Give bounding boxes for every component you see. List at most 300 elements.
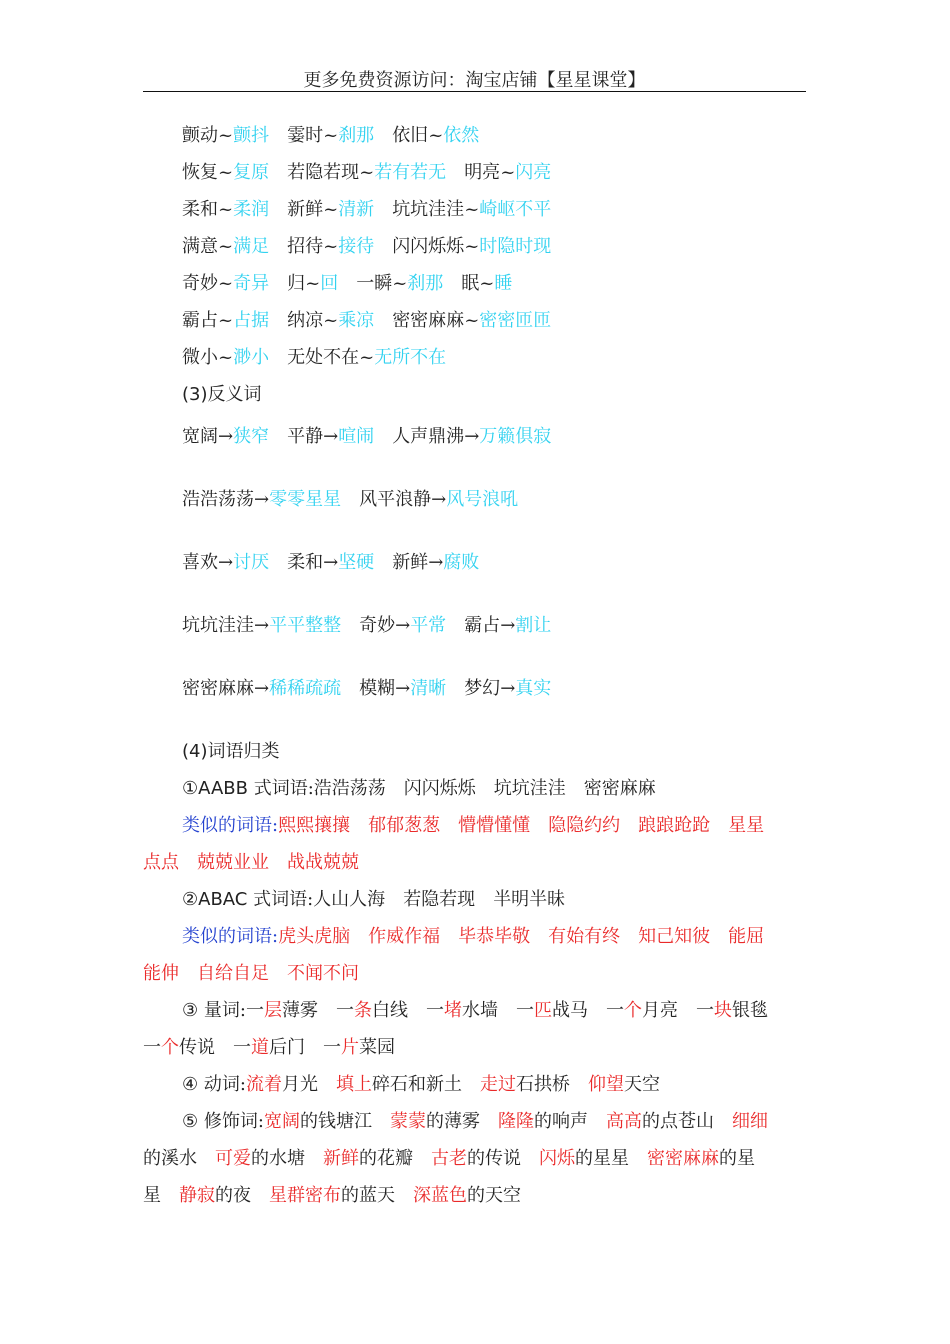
synonym-pair	[392, 191, 551, 228]
synonym-answer: 依然	[443, 125, 480, 146]
measure-post: 战马	[551, 1000, 588, 1021]
aabb-similar-word: 点点	[143, 852, 179, 873]
antonym-symbol: →	[254, 678, 270, 699]
modifier-phrase	[498, 1111, 588, 1132]
synonym-pair	[392, 302, 551, 339]
modifier-word: 可爱	[215, 1148, 251, 1169]
synonym-answer: 颤抖	[233, 125, 270, 146]
antonym-row	[143, 670, 806, 733]
synonym-row	[143, 191, 806, 228]
abac-similar-word: 知己知彼	[638, 926, 711, 947]
synonym-pair	[182, 154, 269, 191]
synonym-answer: 闪亮	[515, 162, 552, 183]
synonym-answer: 密密匝匝	[479, 310, 552, 331]
measure-phrase	[323, 1037, 395, 1058]
synonym-word: 归	[287, 273, 306, 294]
abac-word: 若隐若现	[403, 889, 476, 910]
measure-phrase	[246, 1000, 318, 1021]
modifier-phrase	[390, 1111, 480, 1132]
modifier-phrase	[143, 1148, 197, 1169]
synonym-answer: 柔润	[233, 199, 270, 220]
aabb-similar-word: 隐隐约约	[548, 815, 621, 836]
modifier-word: 蒙蒙	[389, 1111, 426, 1132]
modifier-noun: 的蓝天	[341, 1185, 395, 1206]
verbs-marker: ④	[182, 1074, 199, 1095]
antonym-word: 密密麻麻	[182, 678, 254, 699]
synonym-word: 若隐若现	[287, 162, 360, 183]
antonym-answer: 真实	[515, 678, 552, 699]
aabb-similar-word: 懵懵懂懂	[458, 815, 531, 836]
measure-phrase	[233, 1037, 305, 1058]
antonym-pair	[464, 607, 551, 644]
synonym-answer: 刹那	[407, 273, 444, 294]
synonym-answer: 崎岖不平	[479, 199, 552, 220]
aabb-similar-line	[143, 807, 806, 844]
antonym-answer: 割让	[515, 615, 552, 636]
synonym-answer: 无所不在	[374, 347, 447, 368]
modifier-phrase	[215, 1148, 305, 1169]
synonym-pair	[182, 265, 269, 302]
aabb-similar-word: 踉踉跄跄	[638, 815, 711, 836]
synonym-word: 霸占	[182, 310, 218, 331]
modifier-noun: 的钱塘江	[299, 1111, 372, 1132]
antonym-pair	[392, 544, 479, 581]
header-divider	[143, 91, 806, 92]
synonym-answer: 刹那	[338, 125, 375, 146]
measure-marker: ③	[182, 1000, 199, 1021]
antonym-symbol: →	[500, 615, 516, 636]
modifiers-marker: ⑤	[182, 1111, 199, 1132]
synonym-word: 一瞬	[356, 273, 393, 294]
synonym-row	[143, 228, 806, 265]
synonym-word: 恢复	[182, 162, 218, 183]
antonym-symbol: →	[254, 615, 270, 636]
modifier-phrase	[539, 1148, 629, 1169]
modifier-noun: 的水塘	[251, 1148, 305, 1169]
antonym-symbol: →	[395, 678, 411, 699]
verb-word: 走过	[479, 1074, 516, 1095]
verb-phrase	[588, 1074, 660, 1095]
synonym-word: 明亮	[464, 162, 501, 183]
antonym-symbol: →	[323, 426, 339, 447]
synonym-pair	[287, 228, 374, 265]
aabb-word: 坑坑洼洼	[493, 778, 566, 799]
verb-object: 月光	[281, 1074, 318, 1095]
measure-pre: 一	[605, 1000, 624, 1021]
measure-phrase	[696, 1000, 768, 1021]
abac-title-line	[143, 881, 806, 918]
measure-word: 条	[353, 1000, 372, 1021]
antonym-word: 梦幻	[464, 678, 501, 699]
antonym-symbol: →	[500, 678, 516, 699]
antonym-pair	[182, 544, 269, 581]
measure-pre: 一	[245, 1000, 264, 1021]
synonym-symbol: ~	[218, 162, 234, 183]
synonym-answer: 若有若无	[374, 162, 447, 183]
antonym-pair	[464, 670, 551, 707]
classify-heading-text: 词语归类	[207, 741, 280, 762]
antonym-row	[143, 418, 806, 481]
synonym-list	[143, 117, 806, 376]
measure-pre: 一	[335, 1000, 354, 1021]
antonym-answer: 坚硬	[338, 552, 375, 573]
synonym-pair	[461, 265, 512, 302]
measure-word: 道	[251, 1037, 269, 1058]
abac-similar-word: 能屈	[728, 926, 765, 947]
antonym-symbol: →	[428, 552, 444, 573]
modifier-phrase	[413, 1185, 521, 1206]
synonym-word: 颤动	[182, 125, 218, 146]
antonym-pair	[359, 481, 518, 518]
synonym-word: 微小	[182, 347, 218, 368]
page-header: 更多免费资源访问：淘宝店铺【星星课堂】	[303, 70, 646, 91]
antonym-pair	[287, 418, 374, 455]
synonym-pair	[182, 339, 269, 376]
synonym-symbol: ~	[218, 125, 234, 146]
antonym-word: 风平浪静	[359, 489, 432, 510]
aabb-code: AABB	[198, 778, 248, 799]
synonym-word: 闪闪烁烁	[392, 236, 465, 257]
antonym-answer: 讨厌	[233, 552, 270, 573]
antonym-word: 浩浩荡荡	[182, 489, 254, 510]
aabb-word: 浩浩荡荡	[313, 778, 386, 799]
synonym-answer: 渺小	[233, 347, 270, 368]
synonym-row	[143, 265, 806, 302]
antonym-heading-number: (3)	[182, 384, 208, 405]
verb-object: 石拱桥	[515, 1074, 570, 1095]
antonym-word: 坑坑洼洼	[182, 615, 254, 636]
modifiers-label: 修饰词:	[203, 1111, 264, 1132]
abac-similar-label: 类似的词语:	[182, 926, 279, 947]
verb-phrase	[336, 1074, 462, 1095]
antonym-answer: 喧闹	[338, 426, 375, 447]
antonym-pair	[182, 607, 341, 644]
synonym-row	[143, 117, 806, 154]
synonym-symbol: ~	[218, 199, 234, 220]
synonym-row	[143, 154, 806, 191]
antonym-word: 霸占	[464, 615, 501, 636]
abac-similar-word: 毕恭毕敬	[458, 926, 531, 947]
antonym-row	[143, 544, 806, 607]
measure-word: 层	[263, 1000, 282, 1021]
modifier-phrase	[264, 1111, 372, 1132]
modifier-phrase	[143, 1185, 161, 1206]
abac-marker: ②	[182, 889, 199, 910]
synonym-pair	[392, 117, 479, 154]
abac-similar-line-2	[143, 955, 806, 992]
synonym-pair	[287, 265, 338, 302]
antonym-answer: 零零星星	[269, 489, 342, 510]
aabb-similar-label: 类似的词语:	[182, 815, 279, 836]
synonym-pair	[287, 154, 446, 191]
antonym-pair	[182, 481, 341, 518]
synonym-answer: 清新	[338, 199, 375, 220]
synonym-symbol: ~	[323, 310, 339, 331]
aabb-word: 密密麻麻	[583, 778, 656, 799]
abac-similar-line	[143, 918, 806, 955]
modifier-noun: 的星星	[575, 1148, 629, 1169]
modifier-word: 细细	[731, 1111, 768, 1132]
antonym-word: 模糊	[359, 678, 396, 699]
synonym-symbol: ~	[464, 310, 480, 331]
antonym-list	[143, 418, 806, 733]
synonym-pair	[287, 117, 374, 154]
modifier-word: 深蓝色	[413, 1185, 467, 1206]
aabb-similar-word: 郁郁葱葱	[368, 815, 441, 836]
synonym-word: 无处不在	[287, 347, 360, 368]
measure-word: 片	[341, 1037, 359, 1058]
synonym-pair	[182, 117, 269, 154]
measure-post: 后门	[269, 1037, 305, 1058]
synonym-pair	[287, 302, 374, 339]
synonym-symbol: ~	[464, 236, 480, 257]
modifier-word: 密密麻麻	[647, 1148, 719, 1169]
antonym-answer: 腐败	[443, 552, 480, 573]
modifier-word: 隆隆	[497, 1111, 534, 1132]
antonym-heading	[143, 376, 806, 413]
abac-similar-word: 能伸	[143, 963, 179, 984]
measure-label: 量词:	[203, 1000, 246, 1021]
measure-post: 薄雾	[281, 1000, 318, 1021]
abac-word: 人山人海	[313, 889, 386, 910]
modifier-word: 宽阔	[263, 1111, 300, 1132]
aabb-similar-word: 兢兢业业	[197, 852, 269, 873]
synonym-symbol: ~	[479, 273, 495, 294]
measure-pre: 一	[425, 1000, 444, 1021]
measure-line	[143, 992, 806, 1029]
synonym-word: 眠	[461, 273, 480, 294]
verb-object: 天空	[623, 1074, 660, 1095]
abac-label: 式词语:	[253, 889, 314, 910]
aabb-label: 式词语:	[253, 778, 314, 799]
antonym-symbol: →	[431, 489, 447, 510]
measure-pre: 一	[233, 1037, 251, 1058]
modifier-word: 静寂	[179, 1185, 215, 1206]
measure-post: 白线	[371, 1000, 408, 1021]
antonym-symbol: →	[323, 552, 339, 573]
abac-similar-word: 作威作福	[368, 926, 441, 947]
synonym-symbol: ~	[392, 273, 408, 294]
modifier-phrase	[269, 1185, 395, 1206]
modifier-noun: 的花瓣	[359, 1148, 413, 1169]
classify-section	[143, 770, 806, 1214]
modifier-word: 闪烁	[539, 1148, 575, 1169]
modifiers-line2	[143, 1140, 806, 1177]
measure-pre: 一	[143, 1037, 161, 1058]
abac-code: ABAC	[198, 889, 248, 910]
antonym-answer: 万籁俱寂	[479, 426, 552, 447]
synonym-answer: 睡	[494, 273, 513, 294]
synonym-row	[143, 302, 806, 339]
verb-object: 碎石和新土	[371, 1074, 462, 1095]
modifier-phrase	[606, 1111, 714, 1132]
synonym-answer: 乘凉	[338, 310, 375, 331]
modifiers-line1	[143, 1103, 806, 1140]
aabb-similar-line-2	[143, 844, 806, 881]
measure-phrase	[336, 1000, 408, 1021]
synonym-answer: 时隐时现	[479, 236, 552, 257]
aabb-title-line	[143, 770, 806, 807]
synonym-pair	[182, 228, 269, 265]
antonym-pair	[359, 670, 446, 707]
aabb-similar-word: 星星	[728, 815, 765, 836]
synonym-pair	[182, 302, 269, 339]
antonym-answer: 清晰	[410, 678, 447, 699]
synonym-symbol: ~	[323, 125, 339, 146]
synonym-symbol: ~	[323, 236, 339, 257]
synonym-symbol: ~	[218, 347, 234, 368]
antonym-word: 人声鼎沸	[392, 426, 465, 447]
synonym-symbol: ~	[428, 125, 444, 146]
synonym-row	[143, 339, 806, 376]
measure-post: 菜园	[359, 1037, 395, 1058]
antonym-answer: 稀稀疏疏	[269, 678, 342, 699]
antonym-heading-text: 反义词	[207, 384, 262, 405]
verb-word: 填上	[335, 1074, 372, 1095]
synonym-symbol: ~	[218, 310, 234, 331]
synonym-word: 坑坑洼洼	[392, 199, 465, 220]
antonym-word: 喜欢	[182, 552, 218, 573]
antonym-symbol: →	[254, 489, 270, 510]
verb-phrase	[480, 1074, 570, 1095]
abac-similar-word: 不闻不问	[287, 963, 359, 984]
measure-word: 个	[161, 1037, 179, 1058]
antonym-word: 新鲜	[392, 552, 429, 573]
synonym-word: 满意	[182, 236, 218, 257]
modifier-word: 星群密布	[269, 1185, 341, 1206]
antonym-word: 柔和	[287, 552, 324, 573]
modifiers-line3	[143, 1177, 806, 1214]
synonym-pair	[182, 191, 269, 228]
abac-word: 半明半昧	[493, 889, 566, 910]
synonym-answer: 满足	[233, 236, 270, 257]
measure-phrase	[143, 1037, 215, 1058]
modifier-noun: 的夜	[215, 1185, 251, 1206]
measure-word: 堵	[443, 1000, 462, 1021]
antonym-word: 宽阔	[182, 426, 218, 447]
synonym-answer: 占据	[233, 310, 270, 331]
antonym-row	[143, 607, 806, 670]
antonym-symbol: →	[218, 426, 234, 447]
synonym-answer: 接待	[338, 236, 375, 257]
verbs-label: 动词:	[203, 1074, 246, 1095]
modifier-noun: 的响声	[533, 1111, 588, 1132]
synonym-pair	[356, 265, 443, 302]
synonym-pair	[287, 191, 374, 228]
synonym-answer: 回	[320, 273, 339, 294]
antonym-word: 奇妙	[359, 615, 396, 636]
abac-similar-word: 有始有终	[548, 926, 621, 947]
measure-word: 匹	[533, 1000, 552, 1021]
modifier-phrase	[431, 1148, 521, 1169]
synonym-pair	[392, 228, 551, 265]
measure-post: 月亮	[641, 1000, 678, 1021]
aabb-similar-word: 战战兢兢	[287, 852, 359, 873]
measure-pre: 一	[695, 1000, 714, 1021]
synonym-answer: 奇异	[233, 273, 270, 294]
antonym-answer: 狭窄	[233, 426, 270, 447]
modifier-noun: 的天空	[467, 1185, 521, 1206]
synonym-word: 密密麻麻	[392, 310, 465, 331]
verbs-line	[143, 1066, 806, 1103]
synonym-symbol: ~	[305, 273, 321, 294]
modifier-word: 古老	[431, 1148, 467, 1169]
synonym-word: 柔和	[182, 199, 218, 220]
synonym-word: 新鲜	[287, 199, 324, 220]
modifier-word: 新鲜	[323, 1148, 359, 1169]
synonym-word: 招待	[287, 236, 324, 257]
modifier-noun: 的溪水	[143, 1148, 197, 1169]
modifier-noun: 星	[143, 1185, 161, 1206]
classify-heading	[143, 733, 806, 770]
verb-phrase	[246, 1074, 318, 1095]
verb-word: 仰望	[587, 1074, 624, 1095]
measure-post: 水墙	[461, 1000, 498, 1021]
antonym-pair	[359, 607, 446, 644]
modifier-word: 高高	[605, 1111, 642, 1132]
antonym-pair	[287, 544, 374, 581]
aabb-marker: ①	[182, 778, 199, 799]
synonym-symbol: ~	[464, 199, 480, 220]
synonym-word: 依旧	[392, 125, 429, 146]
synonym-symbol: ~	[218, 273, 234, 294]
measure-phrase	[606, 1000, 678, 1021]
antonym-row	[143, 481, 806, 544]
modifier-noun: 的星	[719, 1148, 755, 1169]
measure-word: 个	[623, 1000, 642, 1021]
measure-post: 银毯	[731, 1000, 768, 1021]
synonym-symbol: ~	[359, 162, 375, 183]
modifier-phrase	[179, 1185, 251, 1206]
verb-word: 流着	[245, 1074, 282, 1095]
measure-phrase	[516, 1000, 588, 1021]
antonym-symbol: →	[464, 426, 480, 447]
modifier-phrase	[647, 1148, 755, 1169]
measure-post: 传说	[179, 1037, 215, 1058]
synonym-pair	[287, 339, 446, 376]
modifier-phrase	[732, 1111, 768, 1132]
measure-pre: 一	[323, 1037, 341, 1058]
antonym-answer: 平常	[410, 615, 447, 636]
aabb-word: 闪闪烁烁	[403, 778, 476, 799]
document-body	[143, 117, 806, 1214]
measure-pre: 一	[515, 1000, 534, 1021]
synonym-symbol: ~	[359, 347, 375, 368]
measure-phrase	[426, 1000, 498, 1021]
abac-similar-word: 虎头虎脑	[278, 926, 351, 947]
modifier-phrase	[323, 1148, 413, 1169]
aabb-similar-word: 熙熙攘攘	[278, 815, 351, 836]
synonym-pair	[464, 154, 551, 191]
abac-similar-word: 自给自足	[197, 963, 269, 984]
modifier-noun: 的点苍山	[641, 1111, 714, 1132]
antonym-pair	[392, 418, 551, 455]
synonym-word: 霎时	[287, 125, 324, 146]
synonym-word: 奇妙	[182, 273, 218, 294]
measure-word: 块	[713, 1000, 732, 1021]
synonym-symbol: ~	[500, 162, 516, 183]
antonym-pair	[182, 670, 341, 707]
antonym-answer: 平平整整	[269, 615, 342, 636]
antonym-pair	[182, 418, 269, 455]
synonym-answer: 复原	[233, 162, 270, 183]
classify-heading-number: (4)	[182, 741, 208, 762]
synonym-symbol: ~	[323, 199, 339, 220]
antonym-word: 平静	[287, 426, 324, 447]
antonym-answer: 风号浪吼	[446, 489, 519, 510]
modifier-noun: 的薄雾	[425, 1111, 480, 1132]
antonym-symbol: →	[395, 615, 411, 636]
